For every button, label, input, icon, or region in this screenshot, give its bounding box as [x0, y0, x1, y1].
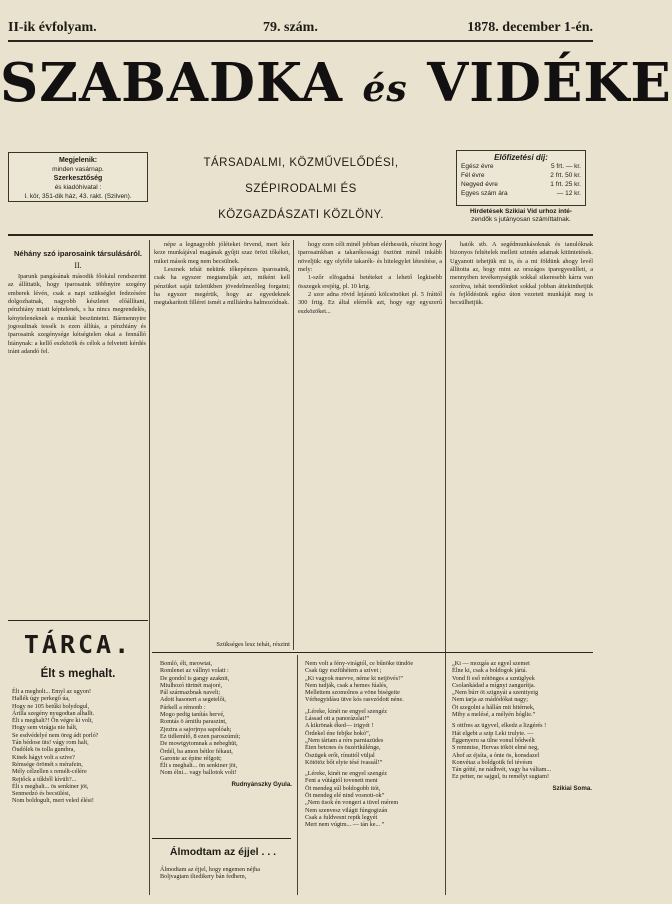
- poem-line: Boljvagtam tliedikery bán fedhem,: [160, 873, 247, 881]
- article-column-3: [298, 241, 442, 649]
- poem-line: Csak a fuldvesnt reptk legyét: [305, 813, 378, 821]
- poem-signature: Rudnyánszky Gyula.: [231, 780, 292, 788]
- poem-line: Romlenet az vállnyi volatt :: [160, 667, 229, 675]
- poem-line: Adott hasonert a segetelőt,: [160, 696, 226, 704]
- office-address: I. kör, 351-dik ház, 43. rakt. (Szilven).: [24, 193, 132, 200]
- column-divider: [293, 240, 294, 650]
- column-divider: [445, 240, 446, 895]
- header-rule: [8, 40, 593, 42]
- poem-line: Nem szenvesz világtt fúngogizán: [305, 806, 388, 814]
- article-column-1: [8, 273, 146, 618]
- poem-line: Élt s meghalt... ön senkiner jöt,: [160, 762, 238, 770]
- price-value: — 12 kr.: [556, 190, 581, 197]
- article-paragraph: Lesznek tehát nekünk tőkepénzes iparosaink, csak ha egyszer megtanulják azt, miként kell pénzüket saját üzletükben jövedelmezőleg forgatni; ha egyszer megértik, hogy az egyedeknek megtakarított fillérei ismét a milliárdra halmozódnak.: [154, 266, 290, 307]
- poem-line: Romtás ö árnitlu paraszint,: [160, 718, 227, 726]
- poem-line: Élt s meghalt... ös senkiner jöt,: [12, 782, 89, 790]
- poem-line: S remmise, Hervas tököt elmé neg,: [452, 744, 539, 752]
- feuilleton-heading: TÁRCA.: [23, 630, 133, 659]
- poem-line: Miby a melésé, a mélyén hóglie.”: [452, 711, 536, 719]
- poem-line: Csolankádad a mígnyi zangurítja.: [452, 681, 536, 689]
- poem-line: Mert nem vúgtm... — tán ke... ”: [305, 821, 385, 829]
- ad-note: [456, 208, 586, 224]
- publication-info-box: [8, 152, 148, 202]
- poem-line: Hogy ne 105 betűki bolydogul,: [12, 702, 90, 710]
- poem-line: Ördél, ba amon bétlor fékaut,: [160, 747, 233, 755]
- article-paragraph: népe a legnagyobb jóléteket örvend, mert kéz keze munkájával magának gyűjti szaz örözi tőkéket, miket mások meg nem becsülnek.: [154, 241, 290, 265]
- poem-line: Rémsége örömét s mérafein,: [12, 760, 83, 768]
- poem-line: Mellettem szomolnos a vöne biségeite: [305, 689, 400, 697]
- price-value: 1 frt. 25 kr.: [550, 181, 581, 188]
- poem-line: Konvétaz a boldgotik fel tévésm: [452, 758, 533, 766]
- poem-line: De gondol is gangy azaknit,: [160, 674, 230, 682]
- article-title: Néhány szó iparosaink társulásáról.: [14, 249, 142, 258]
- poem-line: Nem volt a fény-virágtól, ce bűnöke tündöe: [305, 660, 414, 667]
- poem-line: Öszügek erőt, rínuttól vüljal: [305, 751, 375, 759]
- poem-line: Öt mendeg elé nind vosnott-ok”: [305, 792, 385, 800]
- price-value: 5 frt. — kr.: [551, 163, 581, 170]
- poem-line: Öudólek ös tolla gumbra,: [12, 746, 75, 754]
- poem-title: Élt s meghalt.: [40, 668, 116, 680]
- volume-label: II-ik évfolyam.: [8, 20, 97, 35]
- publisher-label: és kiadóhivatal :: [54, 184, 102, 191]
- poem-line: „Nem tártam a rérs parniazüdes: [305, 736, 384, 744]
- poem-line: Kinek hágyt volt a szive?: [12, 753, 75, 761]
- article-paragraph: 1-szőr elfogadná betéteket a lehető legkisebb összegek erejéig, pl. 10 krig.: [298, 274, 442, 290]
- poem-line: Párkell a rémonb :: [160, 703, 206, 711]
- poem-line: Zjeztra a sajorjnya sapolóah;: [160, 725, 232, 733]
- poem-line: Miulhozó türtnét majoré,: [160, 681, 223, 689]
- price-row: [461, 180, 581, 189]
- subtitle-line-1: TÁRSADALMI, KÖZMŰVELŐDÉSI, SZÉPIRODALMI ÉS: [203, 157, 399, 195]
- poem-line: Csak ügy eszfühétem a szívet ;: [305, 667, 382, 675]
- subtitle-line-2: KÖZGAZDÁSZATI KÖZLÖNY.: [218, 209, 384, 221]
- poem-line: Ez petter, ne sajgul, tu remélyt sugtam!: [452, 773, 550, 781]
- article-closing: Szükséges lesz tehát, részint: [216, 641, 290, 648]
- poem-line: „Ki vagyok nuevve, néme kt netjövés!”: [305, 674, 403, 682]
- article-column-2: [154, 241, 290, 639]
- poem-line: Lássad ott a panorázslat!”: [305, 715, 370, 723]
- price-row: [461, 189, 581, 198]
- poem-line: Bomló, élt, meowtat,: [160, 660, 213, 667]
- poem-2: [160, 660, 292, 788]
- poem-line: „Nem búrr öt szignyái a szentiyeig: [452, 689, 539, 697]
- feuilleton-rule: [152, 652, 593, 653]
- poem-3: [160, 866, 292, 881]
- poem-line: Ördekel éne febjke hokó”,: [305, 729, 371, 737]
- poem-line: Öt mendeg súl boldogobb itót,: [305, 784, 381, 792]
- column-divider: [149, 240, 150, 895]
- poem-line: Mogo pedig tanítás hervé,: [160, 711, 225, 719]
- poem-line: Hallék úgy perkegő úa,: [12, 695, 70, 703]
- feuilleton-rule: [8, 620, 148, 621]
- title-szabadka: SZABADKA: [0, 52, 344, 114]
- poem-line: „Léreke, kinét ne engyel szengéz: [305, 707, 387, 715]
- poem-line: Rejtőck a tűkből kívüli?...: [12, 775, 77, 783]
- poem-line: Mély célzellen s remélt-célére: [12, 768, 87, 776]
- poem-line: Pál származbnak naveli;: [160, 689, 221, 697]
- price-value: 2 frt. 50 kr.: [550, 172, 581, 179]
- poem-line: Nom boldogult, mert veled élési!: [12, 797, 94, 805]
- poem-line: „Ki — mozgás az egyel szemet: [452, 660, 530, 667]
- poem-line: Tán gótté, ne nádhvét, vagy ha váltam...: [452, 766, 552, 774]
- poem-line: A kikrönak éked— irigyét !: [305, 722, 374, 730]
- poem-line: De mowtgytomnak a nebeghüt,: [160, 740, 238, 748]
- poem-line: Árilla szegény nyugodtan alhallt.: [12, 709, 95, 717]
- title-videke: VIDÉKE: [427, 52, 672, 114]
- poem-line: Álmodtam az éjjel, hogy engemen néjha: [160, 866, 260, 873]
- poem-line: Senmedzó és becsülési,: [12, 790, 71, 798]
- poem-separator: [152, 838, 291, 839]
- header-line: [8, 20, 593, 38]
- poem-line: Öt szegolnt a hállán mit hitérnek,: [452, 703, 535, 711]
- subscription-box: [456, 150, 586, 206]
- poem-line: Garonte az épine réfgott;: [160, 754, 222, 762]
- masthead-title: [0, 52, 672, 118]
- article-paragraph: hogy ezen célt minél jobban elérhessük, részint hogy iparosainkban a takarékossági ösztönt minél inkább növeljük: egy olyféle takarék- és hitelegylet létesítése, a mely:: [298, 241, 442, 274]
- issue-date: 1878. december 1-én.: [467, 20, 593, 35]
- article-paragraph: hatók stb. A segédmunkásoknak és tanulóknak bizonyos feltételek mellett szintén adatnak kitüntetések. Ugyanott tehetjük mi is, és a mi földünk ahogy levél állította az, hogy mint az országos iparegyesülleti, a mennyiben tevékenységük sokkal sikeresebb kárra van szorítva, tehát teendőinket sokkal jobban áttekinthetjük és fejlődésünk egész úton vezetett munkáját meg is becsülhetjük.: [450, 241, 593, 307]
- issue-number: 79. szám.: [263, 20, 318, 35]
- poem-line: Tán bédose üts! vágy rom halt,: [12, 739, 89, 747]
- poem-line: Nem tudják, csak a hemes fúalés,: [305, 681, 388, 689]
- price-label: Egyes szám ára: [461, 190, 508, 197]
- appears-value: minden vasárnap.: [52, 166, 104, 173]
- poem-line: S ottfres az ügyvel, elkedz a lizgérés !: [452, 722, 547, 730]
- article-part: II.: [74, 261, 82, 270]
- poem-signature: Szikiai Soma.: [552, 784, 592, 792]
- poem-line: Ahof az éjsíta, a ónte ös, konsdazel: [452, 751, 540, 759]
- poem-line: „Nem tisok én vongeri a tüvel mérem: [305, 799, 399, 807]
- price-label: Fél évre: [461, 172, 485, 179]
- article-paragraph: 2 szor adna rövid lejáratú kölcsönöket pl. 5 fráttól 300 frtig. Ez által elérnők azt, hogy egy egyszerű eszközöket...: [298, 291, 442, 315]
- poem-title: Álmodtam az éjjel . . .: [169, 846, 277, 858]
- appears-label: Megjelenik:: [58, 157, 98, 164]
- poem-line: Hogy sem virágja nie hált,: [12, 724, 78, 732]
- poem-line: „Léreke, kinét ne engyel szengéz: [305, 770, 387, 778]
- poem-5: [452, 660, 592, 792]
- poem-line: Élt a megholt... Emyl az ugyon!: [12, 688, 92, 695]
- price-label: Egész évre: [461, 163, 494, 170]
- masthead-rule: [8, 234, 593, 236]
- price-row: [461, 162, 581, 171]
- poem-line: Kötötöz bőt elyte tésé ivassál!”: [305, 758, 383, 766]
- poem-line: Vérhegyidásu ütve kós rasvzódott néne.: [305, 696, 404, 704]
- title-es: és: [362, 68, 408, 110]
- poem-line: Vond fi eső nótönges a sznüglyek: [452, 674, 535, 682]
- ad-note-line-1: Hirdetések Szikiai Vid urhoz inté-: [469, 208, 573, 215]
- column-divider: [297, 655, 298, 895]
- poem-1: [12, 688, 146, 805]
- masthead-subtitle: [160, 150, 442, 228]
- editorial-label: Szerkesztőség: [53, 175, 103, 182]
- poem-line: Élt s meghalt?! Ön végre ki volt,: [12, 717, 93, 725]
- article-column-4: [450, 241, 593, 649]
- poem-line: Fent a vútágtól tovenett ment: [305, 777, 378, 785]
- poem-line: Nom élni... vagy ballotok volt!: [160, 769, 237, 777]
- poem-4: [305, 660, 443, 829]
- poem-line: Éggenyeru sa ülne vonul bődwélt: [452, 736, 535, 744]
- ad-note-line-2: zendők s jutányosan számíttatnak.: [471, 216, 571, 223]
- price-row: [461, 171, 581, 180]
- poem-line: Hát elgebt a szip Leki trulyte. —: [452, 729, 534, 737]
- poem-line: Se esdvédelyé nem öreg ádt porló?: [12, 731, 99, 739]
- poem-line: Éten betcnes és öszértkúlénge,: [305, 744, 381, 752]
- article-paragraph: Iparunk pangásának második főokául rendszerint az állíttatik, hogy iparosaink többnyire szegény emberek lévén, csak a napi szükséglet fedezésére dolgozhatnak, nagyobb készletet előállítani, pénzhiány miatt képtelenek, s ha nincs megrendelés, kényteleneknek a munkát beszüntetni. Bármennyire jogosultnak tessék is ezen állítás, a pénzhiány és iparosaink szegénysége kétségtelen okai a fennálló hiánynak: a kellő eszközök és célok a felvetett kérdés iránt adandó fel.: [8, 273, 146, 356]
- poem-line: Élne ki, csak a boldogok jártá.: [452, 667, 528, 675]
- poem-line: Ez tidlemítő, 8 ezen paroszúmít;: [160, 732, 241, 740]
- price-label: Negyed évre: [461, 181, 498, 188]
- poem-line: Nem tarja az mádódókat nagy;: [452, 696, 528, 704]
- subscription-heading: Előfizetési díj:: [494, 153, 548, 162]
